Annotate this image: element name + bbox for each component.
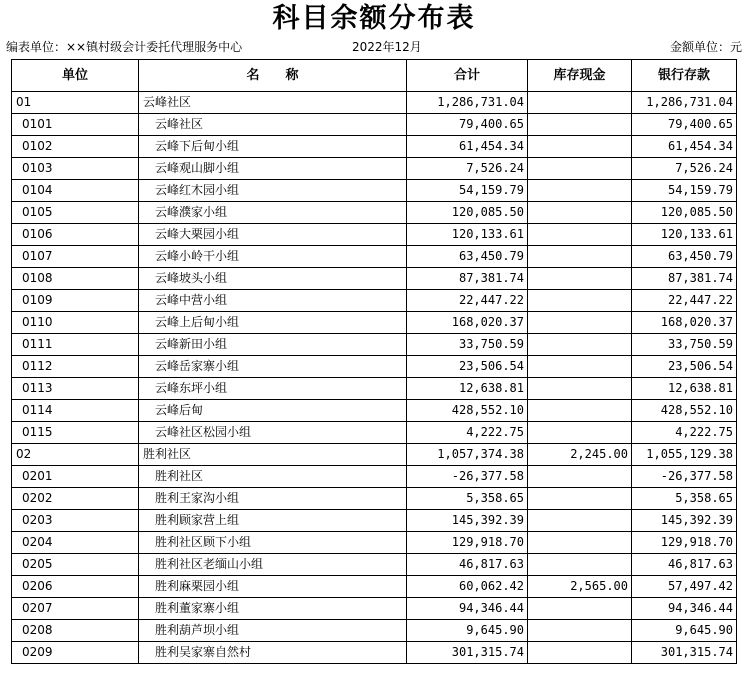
report-date: 2022年12月 xyxy=(352,40,422,54)
cell-cash xyxy=(528,488,632,510)
amount-unit-label: 金额单位：元 xyxy=(669,40,742,54)
table-row xyxy=(12,532,737,554)
cell-total: 79,400.65 xyxy=(407,114,528,136)
table-body xyxy=(12,92,737,664)
cell-total: 9,645.90 xyxy=(407,620,528,642)
cell-code: 0209 xyxy=(12,642,139,664)
cell-bank: 12,638.81 xyxy=(632,378,737,400)
cell-name: 胜利社区 xyxy=(139,466,407,488)
cell-total: 428,552.10 xyxy=(407,400,528,422)
table-row xyxy=(12,202,737,224)
cell-bank: 4,222.75 xyxy=(632,422,737,444)
table-row xyxy=(12,312,737,334)
cell-name: 胜利葫芦坝小组 xyxy=(139,620,407,642)
cell-name: 云峰下后甸小组 xyxy=(139,136,407,158)
cell-cash xyxy=(528,224,632,246)
cell-code: 02 xyxy=(12,444,139,466)
cell-total: 120,085.50 xyxy=(407,202,528,224)
cell-code: 0205 xyxy=(12,554,139,576)
cell-total: 94,346.44 xyxy=(407,598,528,620)
cell-name: 云峰岳家寨小组 xyxy=(139,356,407,378)
cell-cash xyxy=(528,202,632,224)
cell-bank: 87,381.74 xyxy=(632,268,737,290)
cell-name: 胜利吴家寨自然村 xyxy=(139,642,407,664)
cell-bank: 1,286,731.04 xyxy=(632,92,737,114)
cell-bank: 57,497.42 xyxy=(632,576,737,598)
cell-name: 胜利麻栗园小组 xyxy=(139,576,407,598)
cell-name: 云峰观山脚小组 xyxy=(139,158,407,180)
cell-code: 0107 xyxy=(12,246,139,268)
cell-code: 0102 xyxy=(12,136,139,158)
table-row xyxy=(12,334,737,356)
table-row xyxy=(12,576,737,598)
column-header-name: 名 称 xyxy=(139,60,407,92)
cell-total: 129,918.70 xyxy=(407,532,528,554)
table-row xyxy=(12,400,737,422)
cell-cash xyxy=(528,532,632,554)
cell-total: 23,506.54 xyxy=(407,356,528,378)
cell-name: 胜利董家寨小组 xyxy=(139,598,407,620)
cell-total: 87,381.74 xyxy=(407,268,528,290)
balance-table xyxy=(11,59,737,664)
cell-cash xyxy=(528,422,632,444)
cell-cash xyxy=(528,268,632,290)
cell-bank: 168,020.37 xyxy=(632,312,737,334)
table-row xyxy=(12,554,737,576)
table-row xyxy=(12,290,737,312)
cell-cash xyxy=(528,114,632,136)
cell-bank: 301,315.74 xyxy=(632,642,737,664)
cell-total: 5,358.65 xyxy=(407,488,528,510)
cell-bank: 129,918.70 xyxy=(632,532,737,554)
cell-name: 胜利王家沟小组 xyxy=(139,488,407,510)
table-row xyxy=(12,114,737,136)
cell-name: 云峰社区 xyxy=(139,92,407,114)
cell-name: 胜利社区 xyxy=(139,444,407,466)
cell-bank: 46,817.63 xyxy=(632,554,737,576)
cell-total: 1,057,374.38 xyxy=(407,444,528,466)
cell-bank: 7,526.24 xyxy=(632,158,737,180)
cell-bank: 145,392.39 xyxy=(632,510,737,532)
cell-bank: 63,450.79 xyxy=(632,246,737,268)
cell-name: 云峰大栗园小组 xyxy=(139,224,407,246)
compiling-unit-label: 编表单位：××镇村级会计委托代理服务中心 xyxy=(6,40,243,54)
table-row xyxy=(12,378,737,400)
cell-cash xyxy=(528,136,632,158)
cell-code: 0106 xyxy=(12,224,139,246)
cell-code: 0104 xyxy=(12,180,139,202)
cell-total: 1,286,731.04 xyxy=(407,92,528,114)
cell-code: 0201 xyxy=(12,466,139,488)
cell-name: 胜利社区顾下小组 xyxy=(139,532,407,554)
cell-cash xyxy=(528,400,632,422)
cell-code: 0203 xyxy=(12,510,139,532)
column-header-bank: 银行存款 xyxy=(632,60,737,92)
cell-code: 0113 xyxy=(12,378,139,400)
cell-code: 0105 xyxy=(12,202,139,224)
column-header-unit: 单位 xyxy=(12,60,139,92)
cell-bank: 33,750.59 xyxy=(632,334,737,356)
cell-total: 61,454.34 xyxy=(407,136,528,158)
table-row xyxy=(12,268,737,290)
cell-code: 0103 xyxy=(12,158,139,180)
table-row xyxy=(12,158,737,180)
table-row xyxy=(12,180,737,202)
cell-code: 0111 xyxy=(12,334,139,356)
cell-code: 0207 xyxy=(12,598,139,620)
cell-total: 4,222.75 xyxy=(407,422,528,444)
cell-cash xyxy=(528,598,632,620)
table-header-row xyxy=(12,60,737,92)
cell-bank: 22,447.22 xyxy=(632,290,737,312)
table-row xyxy=(12,224,737,246)
cell-total: 120,133.61 xyxy=(407,224,528,246)
cell-code: 0208 xyxy=(12,620,139,642)
cell-cash xyxy=(528,554,632,576)
cell-code: 0109 xyxy=(12,290,139,312)
table-row xyxy=(12,466,737,488)
cell-bank: 1,055,129.38 xyxy=(632,444,737,466)
cell-bank: 23,506.54 xyxy=(632,356,737,378)
cell-code: 0114 xyxy=(12,400,139,422)
cell-name: 云峰濮家小组 xyxy=(139,202,407,224)
cell-total: 7,526.24 xyxy=(407,158,528,180)
cell-name: 云峰中营小组 xyxy=(139,290,407,312)
table-row xyxy=(12,598,737,620)
table-row xyxy=(12,488,737,510)
table-row xyxy=(12,246,737,268)
table-row xyxy=(12,92,737,114)
cell-bank: 5,358.65 xyxy=(632,488,737,510)
cell-name: 云峰上后甸小组 xyxy=(139,312,407,334)
cell-total: 63,450.79 xyxy=(407,246,528,268)
table-row xyxy=(12,136,737,158)
cell-code: 0115 xyxy=(12,422,139,444)
cell-cash xyxy=(528,312,632,334)
cell-cash xyxy=(528,180,632,202)
cell-cash xyxy=(528,356,632,378)
cell-cash xyxy=(528,158,632,180)
table-row xyxy=(12,444,737,466)
cell-total: -26,377.58 xyxy=(407,466,528,488)
cell-bank: 94,346.44 xyxy=(632,598,737,620)
cell-name: 胜利顾家营上组 xyxy=(139,510,407,532)
cell-code: 0110 xyxy=(12,312,139,334)
cell-code: 0108 xyxy=(12,268,139,290)
table-row xyxy=(12,422,737,444)
cell-total: 168,020.37 xyxy=(407,312,528,334)
cell-bank: 120,133.61 xyxy=(632,224,737,246)
cell-cash xyxy=(528,642,632,664)
table-row xyxy=(12,510,737,532)
cell-bank: 428,552.10 xyxy=(632,400,737,422)
table-row xyxy=(12,620,737,642)
cell-code: 0112 xyxy=(12,356,139,378)
table-row xyxy=(12,642,737,664)
table-row xyxy=(12,356,737,378)
cell-cash xyxy=(528,620,632,642)
cell-total: 60,062.42 xyxy=(407,576,528,598)
cell-total: 145,392.39 xyxy=(407,510,528,532)
cell-name: 云峰小岭干小组 xyxy=(139,246,407,268)
cell-name: 云峰社区松园小组 xyxy=(139,422,407,444)
cell-code: 0204 xyxy=(12,532,139,554)
cell-cash: 2,565.00 xyxy=(528,576,632,598)
cell-total: 301,315.74 xyxy=(407,642,528,664)
cell-cash: 2,245.00 xyxy=(528,444,632,466)
column-header-total: 合计 xyxy=(407,60,528,92)
cell-name: 云峰社区 xyxy=(139,114,407,136)
cell-code: 01 xyxy=(12,92,139,114)
cell-cash xyxy=(528,290,632,312)
cell-cash xyxy=(528,246,632,268)
cell-cash xyxy=(528,466,632,488)
cell-cash xyxy=(528,378,632,400)
cell-total: 54,159.79 xyxy=(407,180,528,202)
cell-bank: 61,454.34 xyxy=(632,136,737,158)
column-header-cash: 库存现金 xyxy=(528,60,632,92)
cell-name: 云峰坡头小组 xyxy=(139,268,407,290)
cell-cash xyxy=(528,334,632,356)
cell-name: 云峰红木园小组 xyxy=(139,180,407,202)
cell-name: 云峰后甸 xyxy=(139,400,407,422)
cell-code: 0101 xyxy=(12,114,139,136)
cell-bank: 9,645.90 xyxy=(632,620,737,642)
cell-code: 0202 xyxy=(12,488,139,510)
cell-bank: 54,159.79 xyxy=(632,180,737,202)
cell-total: 46,817.63 xyxy=(407,554,528,576)
report-title: 科目余额分布表 xyxy=(272,3,476,34)
cell-bank: 79,400.65 xyxy=(632,114,737,136)
cell-name: 云峰东坪小组 xyxy=(139,378,407,400)
cell-cash xyxy=(528,92,632,114)
cell-cash xyxy=(528,510,632,532)
cell-bank: -26,377.58 xyxy=(632,466,737,488)
cell-bank: 120,085.50 xyxy=(632,202,737,224)
cell-total: 12,638.81 xyxy=(407,378,528,400)
cell-total: 33,750.59 xyxy=(407,334,528,356)
cell-code: 0206 xyxy=(12,576,139,598)
cell-name: 云峰新田小组 xyxy=(139,334,407,356)
cell-total: 22,447.22 xyxy=(407,290,528,312)
cell-name: 胜利社区老缅山小组 xyxy=(139,554,407,576)
